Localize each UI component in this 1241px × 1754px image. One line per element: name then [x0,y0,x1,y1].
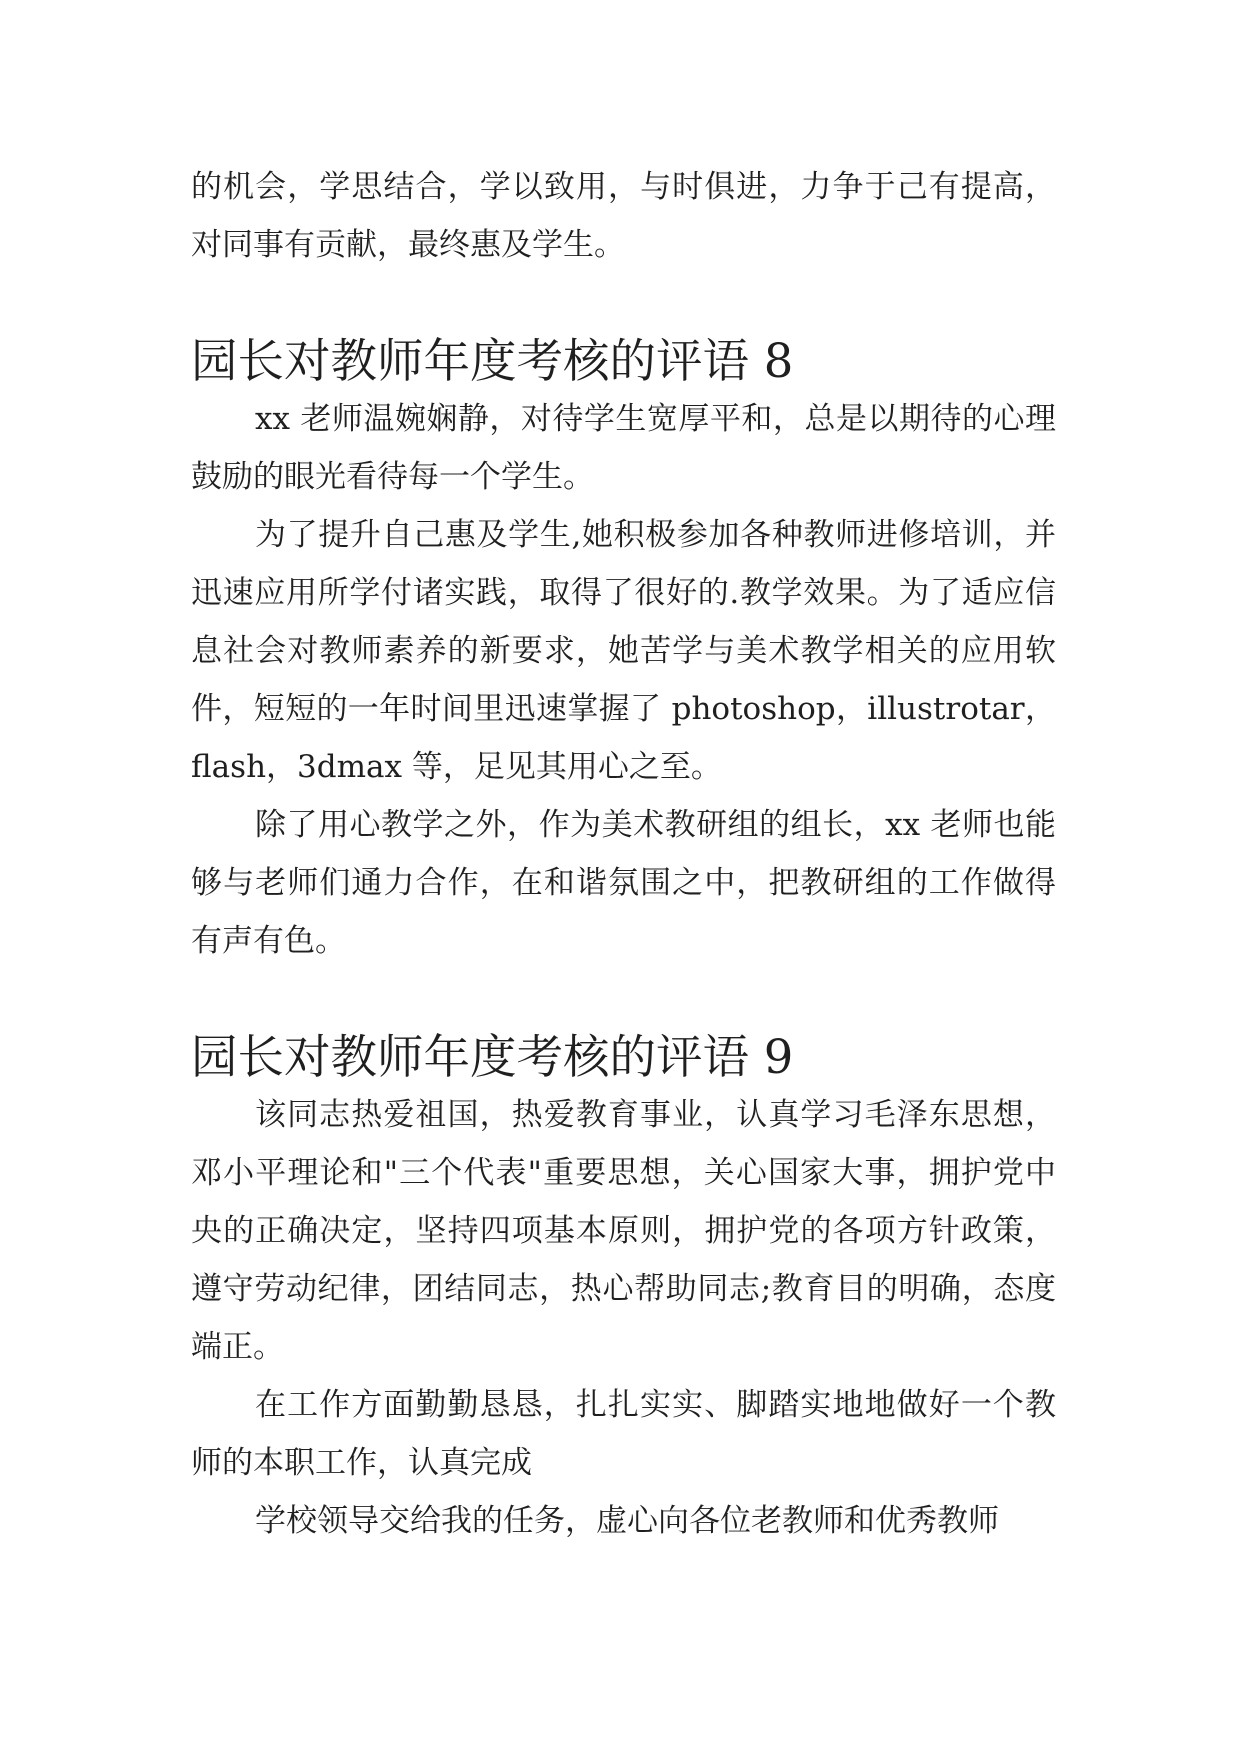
document-body [191,158,1056,1550]
section-8-paragraph-1: xx 老师温婉娴静，对待学生宽厚平和，总是以期待的心理鼓励的眼光看待每一个学生。 [191,401,1056,495]
section-spacer [191,274,1056,332]
section-9-paragraph-1: 该同志热爱祖国，热爱教育事业，认真学习毛泽东思想，邓小平理论和"三个代表"重要思想，关心国家大事，拥护党中央的正确决定，坚持四项基本原则，拥护党的各项方针政策，遵守劳动纪律，团结同志，热心帮助同志;教育目的明确，态度端正。 [191,1097,1056,1365]
section-heading-8: 园长对教师年度考核的评语 8 [191,334,794,388]
section-9-paragraph-3: 学校领导交给我的任务，虚心向各位老教师和优秀教师 [255,1503,999,1539]
section-8-paragraph-3: 除了用心教学之外，作为美术教研组的组长，xx 老师也能够与老师们通力合作，在和谐氛围之中，把教研组的工作做得有声有色。 [191,807,1056,959]
section-heading-9: 园长对教师年度考核的评语 9 [191,1030,794,1084]
intro-paragraph: 的机会，学思结合，学以致用，与时俱进，力争于己有提高，对同事有贡献，最终惠及学生。 [191,169,1056,263]
section-8-paragraph-2: 为了提升自己惠及学生,她积极参加各种教师进修培训，并迅速应用所学付诸实践，取得了很好的.教学效果。为了适应信息社会对教师素养的新要求，她苦学与美术教学相关的应用软件，短短的一年时间里迅速掌握了 photoshop，illustrotar，flash，3dmax 等，足见其用心之至。 [191,517,1056,785]
section-spacer [191,970,1056,1028]
section-9-paragraph-2: 在工作方面勤勤恳恳，扎扎实实、脚踏实地地做好一个教师的本职工作，认真完成 [191,1387,1056,1481]
